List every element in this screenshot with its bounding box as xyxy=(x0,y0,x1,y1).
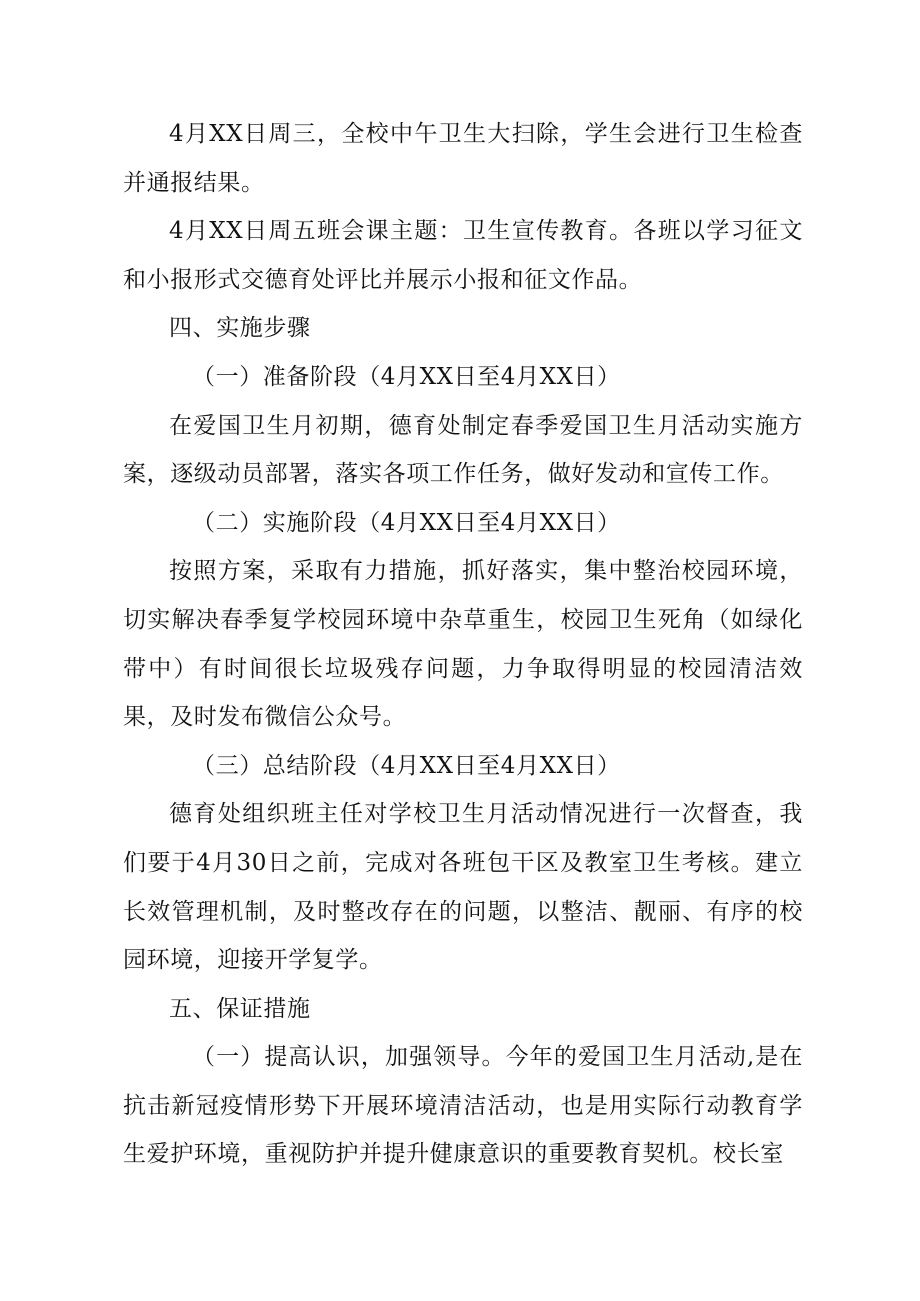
paragraph-class-meeting: 4月XX日周五班会课主题：卫生宣传教育。各班以学习征文和小报形式交德育处评比并展示小报和征文作品。 xyxy=(123,218,803,293)
subheading-implementation: （二）实施阶段（4月XX日至4月XX日） xyxy=(192,509,621,536)
subheading-summary: （三）总结阶段（4月XX日至4月XX日） xyxy=(192,752,621,779)
paragraph-preparation: 在爱国卫生月初期，德育处制定春季爱国卫生月活动实施方案，逐级动员部署，落实各项工作任务，做好发动和宣传工作。 xyxy=(123,412,803,488)
paragraph-measures-awareness: （一）提高认识，加强领导。今年的爱国卫生月活动,是在抗击新冠疫情形势下开展环境清洁活动，也是用实际行动教育学生爱护环境，重视防护并提升健康意识的重要教育契机。校长室 xyxy=(123,1044,803,1168)
paragraph-cleaning-day: 4月XX日周三，全校中午卫生大扫除，学生会进行卫生检查并通报结果。 xyxy=(123,121,803,196)
section-heading-steps: 四、实施步骤 xyxy=(169,315,311,342)
subheading-preparation: （一）准备阶段（4月XX日至4月XX日） xyxy=(192,363,621,390)
paragraph-implementation: 按照方案，采取有力措施，抓好落实，集中整治校园环境，切实解决春季复学校园环境中杂草重生，校园卫生死角（如绿化带中）有时间很长垃圾残存问题，力争取得明显的校园清洁效果，及时发布微信公众号。 xyxy=(123,558,803,731)
section-heading-measures: 五、保证措施 xyxy=(169,995,311,1022)
document-body xyxy=(123,110,803,1179)
paragraph-summary: 德育处组织班主任对学校卫生月活动情况进行一次督查，我们要于4月30日之前，完成对各班包干区及教室卫生考核。建立长效管理机制，及时整改存在的问题，以整洁、靓丽、有序的校园环境，迎接开学复学。 xyxy=(123,801,803,974)
